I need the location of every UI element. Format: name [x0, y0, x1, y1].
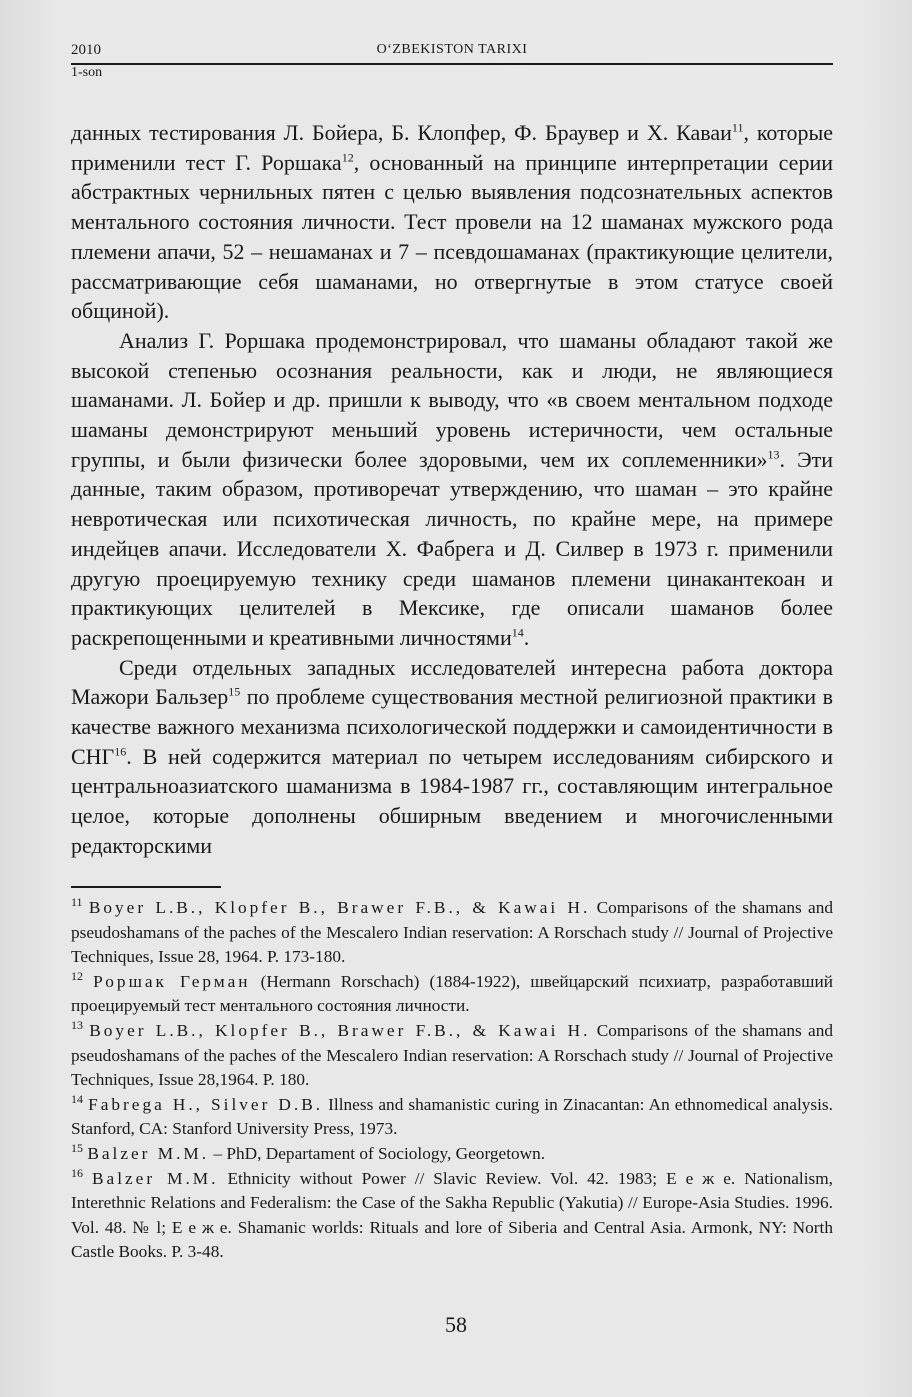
paragraph: Анализ Г. Роршака продемонстрировал, что шаманы обладают такой же высокой степенью осознания реальности, как и люди, не являющиеся шаманами. Л. Бойер и др. пришли к выводу, что «в своем ментальном подходе шаманы демонстрируют меньший уровень истеричности, чем остальные группы, и были физически более здоровыми, чем их соплеменники»$^{13}$. Эти данные, таким образом, противоречат утверждению, что шаман – это крайне невротическая или психотическая личность, по крайне мере, на примере индейцев апачи. Исследователи Х. Фабрега и Д. Силвер в 1973 г. применили другую проецируемую технику среди шаманов племени цинакантекоан и практикующих целителей в Мексике, где описали шаманов более раскрепощенными и креативными личностями$^{14}$. — [71, 327, 833, 650]
paragraph: Среди отдельных западных исследователей интересна работа доктора Мажори Бальзер$^{15}$ по проблеме существования местной религиозной практики в качестве важного механизма психологической поддержки и самоидентичности в СНГ$^{16}$. В ней содержится материал по четырем исследованиям сибирского и центральноазиатского шаманизма в 1984-1987 гг., составляющим интегральное целое, которые дополнены обширным введением и многочисленными редакторскими — [71, 654, 833, 858]
footnote-ref[interactable]: 16 — [114, 744, 127, 759]
footnote-authors: Balzer M.M. — [87, 1143, 210, 1163]
footnote-number: 13 — [71, 1018, 83, 1033]
footnote-number: 12 — [71, 969, 83, 984]
footnote-number: 14 — [71, 1091, 83, 1106]
footnote-number: 11 — [71, 895, 83, 910]
footnote-authors: Balzer M.M. — [92, 1168, 219, 1188]
footnote — [71, 1019, 833, 1093]
footnote — [71, 1142, 833, 1167]
footnote-ref[interactable]: 15 — [228, 685, 241, 700]
page-number: 58 — [445, 1312, 467, 1337]
footnote — [71, 1093, 833, 1142]
header-issue: 1-son — [71, 65, 103, 80]
footnote-ref[interactable]: 13 — [767, 447, 780, 462]
footnote — [71, 896, 833, 970]
header-journal-title: O‘ZBEKISTON TARIXI — [376, 42, 528, 57]
footnote — [71, 1167, 833, 1265]
footnotes — [71, 896, 833, 1265]
running-header — [71, 42, 833, 80]
footnote-separator — [71, 886, 221, 888]
footnote-text: Comparisons of the shamans and pseudoshamans of the paches of the Mescalero Indian reservation: A Rorschach study // Journal of Projective Techniques, Issue 28,1964. P. 180. — [71, 1020, 833, 1090]
header-year: 2010 — [71, 42, 101, 58]
footnote-text: Ethnicity without Power // Slavic Review. Vol. 42. 1983; Е е ж е. Nationalism, Interethnic Relations and Federalism: the Case of the Sakha Republic (Yakutia) // Europe-Asia Studies. 1996. Vol. 48. № l; Е е ж е. Shamanic worlds: Rituals and lore of Siberia and Central Asia. Armonk, NY: North Castle Books. P. 3-48. — [71, 1168, 833, 1262]
footnote-authors: Fabrega H., Silver D.B. — [88, 1094, 324, 1114]
footnote-number: 15 — [71, 1141, 83, 1156]
header-rule — [71, 63, 833, 65]
main-text — [71, 118, 833, 861]
footnote-ref[interactable]: 12 — [341, 150, 354, 165]
footnote-authors: Boyer L.B., Klopfer B., Brawer F.B., & Kawai H. — [88, 898, 591, 917]
footnote — [71, 970, 833, 1019]
footnote-number: 16 — [71, 1165, 83, 1180]
footnote-ref[interactable]: 14 — [511, 625, 524, 640]
footnote-authors: Boyer L.B., Klopfer B., Brawer F.B., & Kawai H. — [89, 1020, 591, 1040]
paragraph: данных тестирования Л. Бойера, Б. Клопфер, Ф. Браувер и Х. Каваи$^{11}$, которые применили тест Г. Роршака$^{12}$, основанный на принципе интерпретации серии абстрактных чернильных пятен с целью выявления подсознательных аспектов ментального состояния личности. Тест провели на 12 шаманах мужского рода племени апачи, 52 – нешаманах и 7 – псевдошаманах (практикующие целители, рассматривающие себя шаманами, но отвергнутые в этом статусе своей общиной). — [71, 120, 833, 324]
footnote-text: – PhD, Departament of Sociology, Georgetown. — [209, 1143, 546, 1163]
footnote-authors: Роршак Герман — [93, 971, 251, 991]
footnote-text: Illness and shamanistic curing in Zinacantan: An ethnomedical analysis. Stanford, CA: Stanford University Press, 1973. — [71, 1094, 833, 1139]
footnote-text: Comparisons of the shamans and pseudoshamans of the paches of the Mescalero Indian reservation: A Rorschach study // Journal of Projective Techniques, Issue 28, 1964. P. 173-180. — [71, 898, 833, 967]
footnote-ref[interactable]: 11 — [731, 120, 744, 135]
footnote-text: (Hermann Rorschach) (1884-1922), швейцарский психиатр, разработавший проецируемый тест ментального состояния личности. — [71, 971, 833, 1016]
